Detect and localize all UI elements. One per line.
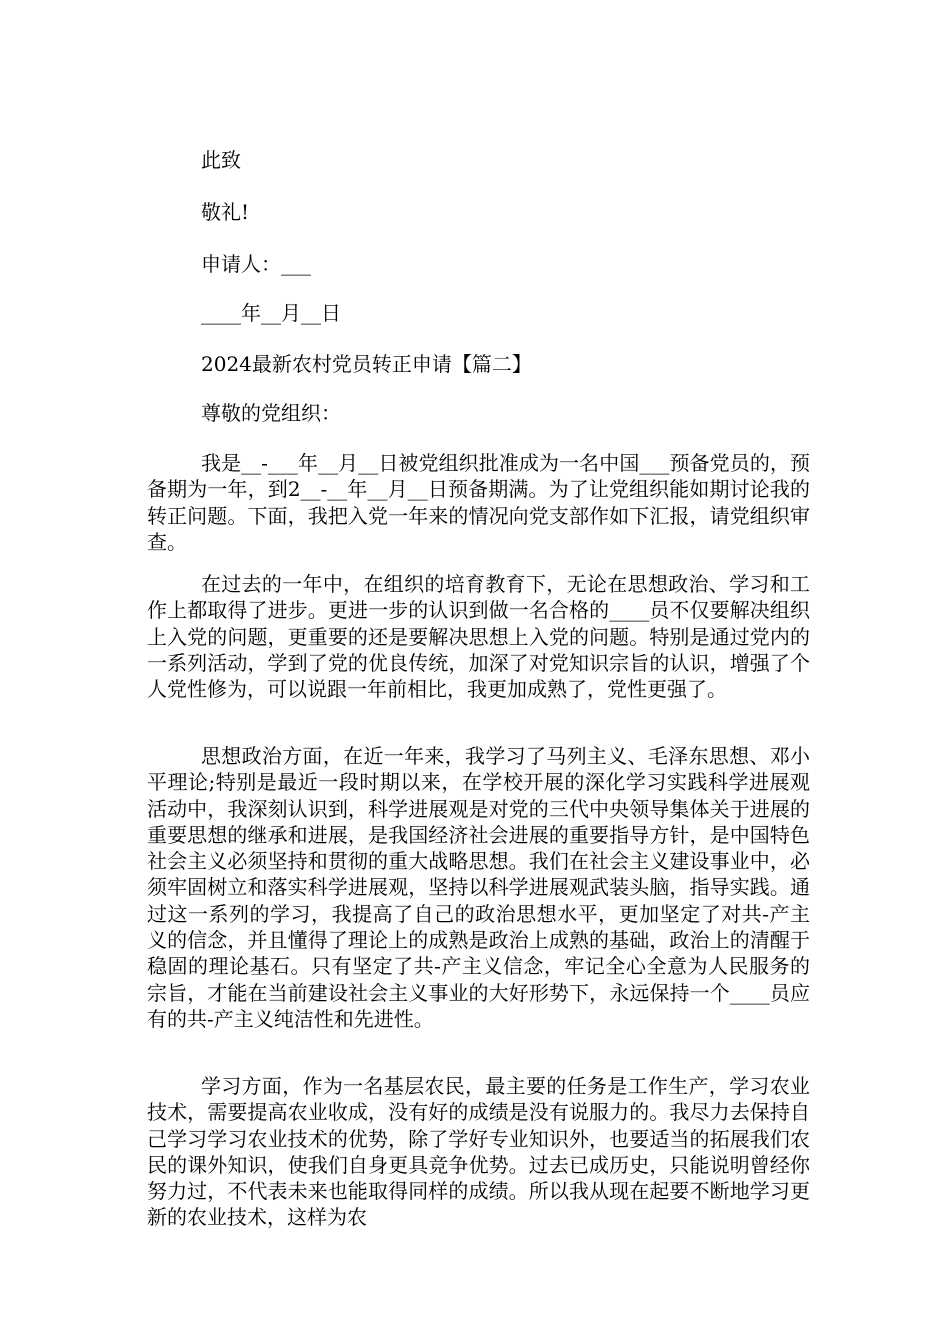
date-line: ____年__月__日 bbox=[201, 301, 341, 325]
paragraph: 学习方面，作为一名基层农民，最主要的任务是工作生产，学习农业技术，需要提高农业收成，没有好的成绩是没有说服力的。我尽力去保持自己学习学习农业技术的优势，除了学好专业知识外，也要适当的拓展我们农民的课外知识，使我们自身更具竞争优势。过去已成历史，只能说明曾经你努力过，不代表未来也能取得同样的成绩。所以我从现在起要不断地学习更新的农业技术，这样为农 bbox=[147, 1074, 810, 1230]
salutation: 尊敬的党组织： bbox=[201, 401, 341, 425]
closing-phrase: 此致 bbox=[201, 148, 241, 172]
applicant-line: 申请人：___ bbox=[201, 252, 311, 276]
section-title: 2024最新农村党员转正申请【篇二】 bbox=[201, 352, 532, 376]
regards: 敬礼! bbox=[201, 200, 250, 224]
paragraph: 在过去的一年中，在组织的培育教育下，无论在思想政治、学习和工作上都取得了进步。更进一步的认识到做一名合格的____员不仅要解决组织上入党的问题，更重要的还是要解决思想上入党的问题。特别是通过党内的一系列活动，学到了党的优良传统，加深了对党知识宗旨的认识，增强了个人党性修为，可以说跟一年前相比，我更加成熟了，党性更强了。 bbox=[147, 572, 810, 702]
paragraph: 思想政治方面，在近一年来，我学习了马列主义、毛泽东思想、邓小平理论;特别是最近一段时期以来，在学校开展的深化学习实践科学进展观活动中，我深刻认识到，科学进展观是对党的三代中央领导集体关于进展的重要思想的继承和进展，是我国经济社会进展的重要指导方针，是中国特色社会主义必须坚持和贯彻的重大战略思想。我们在社会主义建设事业中，必须牢固树立和落实科学进展观，坚持以科学进展观武装头脑，指导实践。通过这一系列的学习，我提高了自己的政治思想水平，更加坚定了对共-产主义的信念，并且懂得了理论上的成熟是政治上成熟的基础，政治上的清醒于稳固的理论基石。只有坚定了共-产主义信念，牢记全心全意为人民服务的宗旨，才能在当前建设社会主义事业的大好形势下，永远保持一个____员应有的共-产主义纯洁性和先进性。 bbox=[147, 744, 810, 1031]
paragraph: 我是__-___年__月__日被党组织批准成为一名中国___预备党员的，预备期为一年，到2__-__年__月__日预备期满。为了让党组织能如期讨论我的转正问题。下面，我把入党一年来的情况向党支部作如下汇报，请党组织审查。 bbox=[147, 451, 810, 554]
